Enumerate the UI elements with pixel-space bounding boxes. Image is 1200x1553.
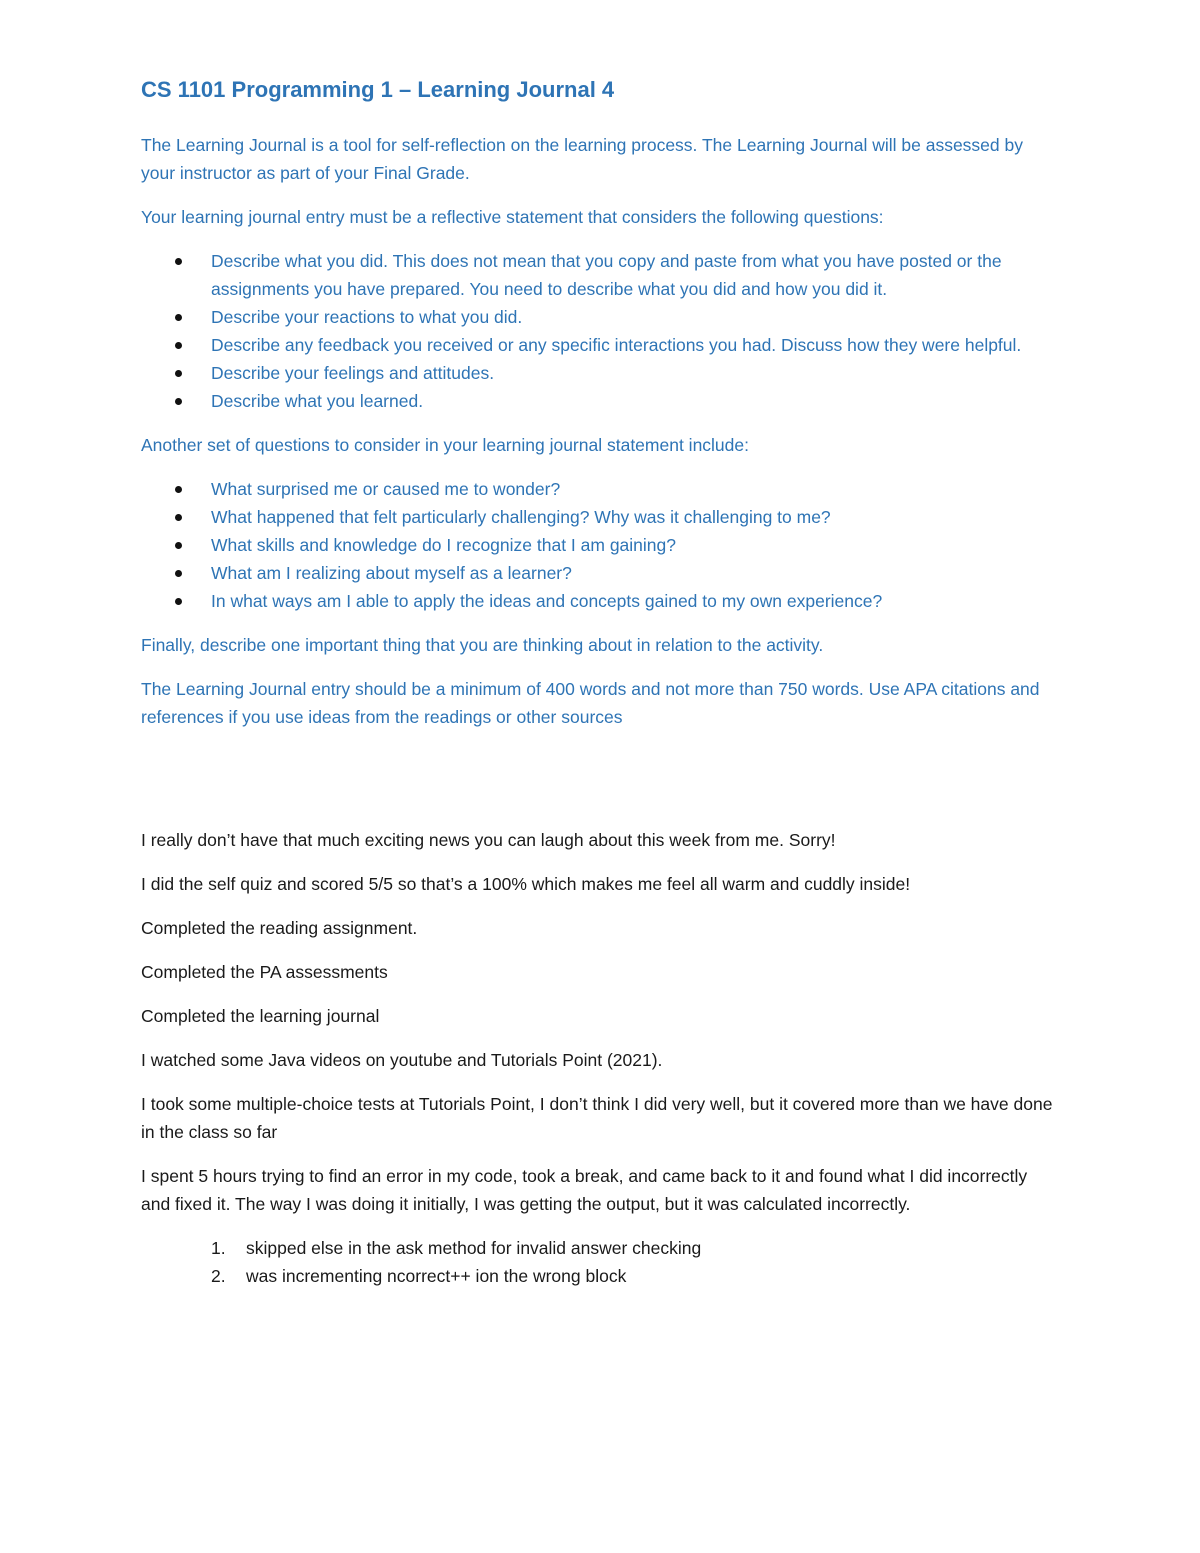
list-item (141, 531, 1061, 559)
list-item-text: skipped else in the ask method for invalid answer checking (246, 1238, 702, 1258)
entry-paragraph: I really don’t have that much exciting news you can laugh about this week from me. Sorry! (141, 830, 836, 850)
intro-paragraph: The Learning Journal is a tool for self-reflection on the learning process. The Learning Journal will be assessed by your instructor as part of your Final Grade. (141, 135, 1023, 183)
list-item-text: Describe what you learned. (211, 391, 424, 411)
list-item-text: What surprised me or caused me to wonder? (211, 479, 561, 499)
list-number: 2. (211, 1266, 226, 1286)
list-item (141, 387, 1061, 415)
list-item-text: Describe what you did. This does not mean that you copy and paste from what you have posted or the assignments you have prepared. You need to describe what you did and how you did it. (211, 251, 1002, 299)
question-list-1 (141, 247, 1061, 415)
entry-paragraph: Completed the PA assessments (141, 962, 388, 982)
list-item (141, 1234, 1061, 1262)
error-list (141, 1234, 1061, 1290)
list-item-text: Describe your reactions to what you did. (211, 307, 523, 327)
bullet-icon (175, 258, 182, 265)
section-spacer (141, 747, 1061, 826)
list-item (141, 587, 1061, 615)
bullet-icon (175, 398, 182, 405)
question-list-2 (141, 475, 1061, 615)
list-item-text: What am I realizing about myself as a learner? (211, 563, 572, 583)
finally-paragraph: Finally, describe one important thing that you are thinking about in relation to the activity. (141, 635, 824, 655)
page-title: CS 1101 Programming 1 – Learning Journal 4 (141, 77, 615, 102)
list-item-text: What skills and knowledge do I recognize that I am gaining? (211, 535, 676, 555)
bullet-icon (175, 342, 182, 349)
list-item-text: What happened that felt particularly challenging? Why was it challenging to me? (211, 507, 831, 527)
bullet-icon (175, 542, 182, 549)
bullet-icon (175, 314, 182, 321)
bullet-icon (175, 570, 182, 577)
list-item (141, 247, 1061, 303)
prompt-paragraph-2: Another set of questions to consider in your learning journal statement include: (141, 435, 749, 455)
list-item (141, 331, 1061, 359)
prompt-paragraph-1: Your learning journal entry must be a reflective statement that considers the following questions: (141, 207, 884, 227)
list-item (141, 359, 1061, 387)
list-number: 1. (211, 1238, 226, 1258)
bullet-icon (175, 514, 182, 521)
list-item (141, 503, 1061, 531)
entry-paragraph: I spent 5 hours trying to find an error in my code, took a break, and came back to it and found what I did incorrectly and fixed it. The way I was doing it initially, I was getting the output, but it was calculated incorrectly. (141, 1166, 1028, 1214)
list-item (141, 1262, 1061, 1290)
entry-paragraph: I did the self quiz and scored 5/5 so that’s a 100% which makes me feel all warm and cuddly inside! (141, 874, 911, 894)
entry-paragraph: Completed the reading assignment. (141, 918, 418, 938)
document-content (141, 76, 1061, 1290)
bullet-icon (175, 598, 182, 605)
entry-paragraph: I watched some Java videos on youtube and Tutorials Point (2021). (141, 1050, 663, 1070)
list-item-text: In what ways am I able to apply the ideas and concepts gained to my own experience? (211, 591, 883, 611)
entry-paragraph: Completed the learning journal (141, 1006, 380, 1026)
bullet-icon (175, 370, 182, 377)
list-item (141, 475, 1061, 503)
bullet-icon (175, 486, 182, 493)
list-item-text: was incrementing ncorrect++ ion the wrong block (246, 1266, 627, 1286)
list-item-text: Describe your feelings and attitudes. (211, 363, 495, 383)
list-item (141, 559, 1061, 587)
entry-paragraph: I took some multiple-choice tests at Tutorials Point, I don’t think I did very well, but it covered more than we have done in the class so far (141, 1094, 1053, 1142)
list-item-text: Describe any feedback you received or any specific interactions you had. Discuss how they were helpful. (211, 335, 1022, 355)
requirements-paragraph: The Learning Journal entry should be a minimum of 400 words and not more than 750 words. Use APA citations and references if you use ideas from the readings or other sources (141, 679, 1040, 727)
list-item (141, 303, 1061, 331)
